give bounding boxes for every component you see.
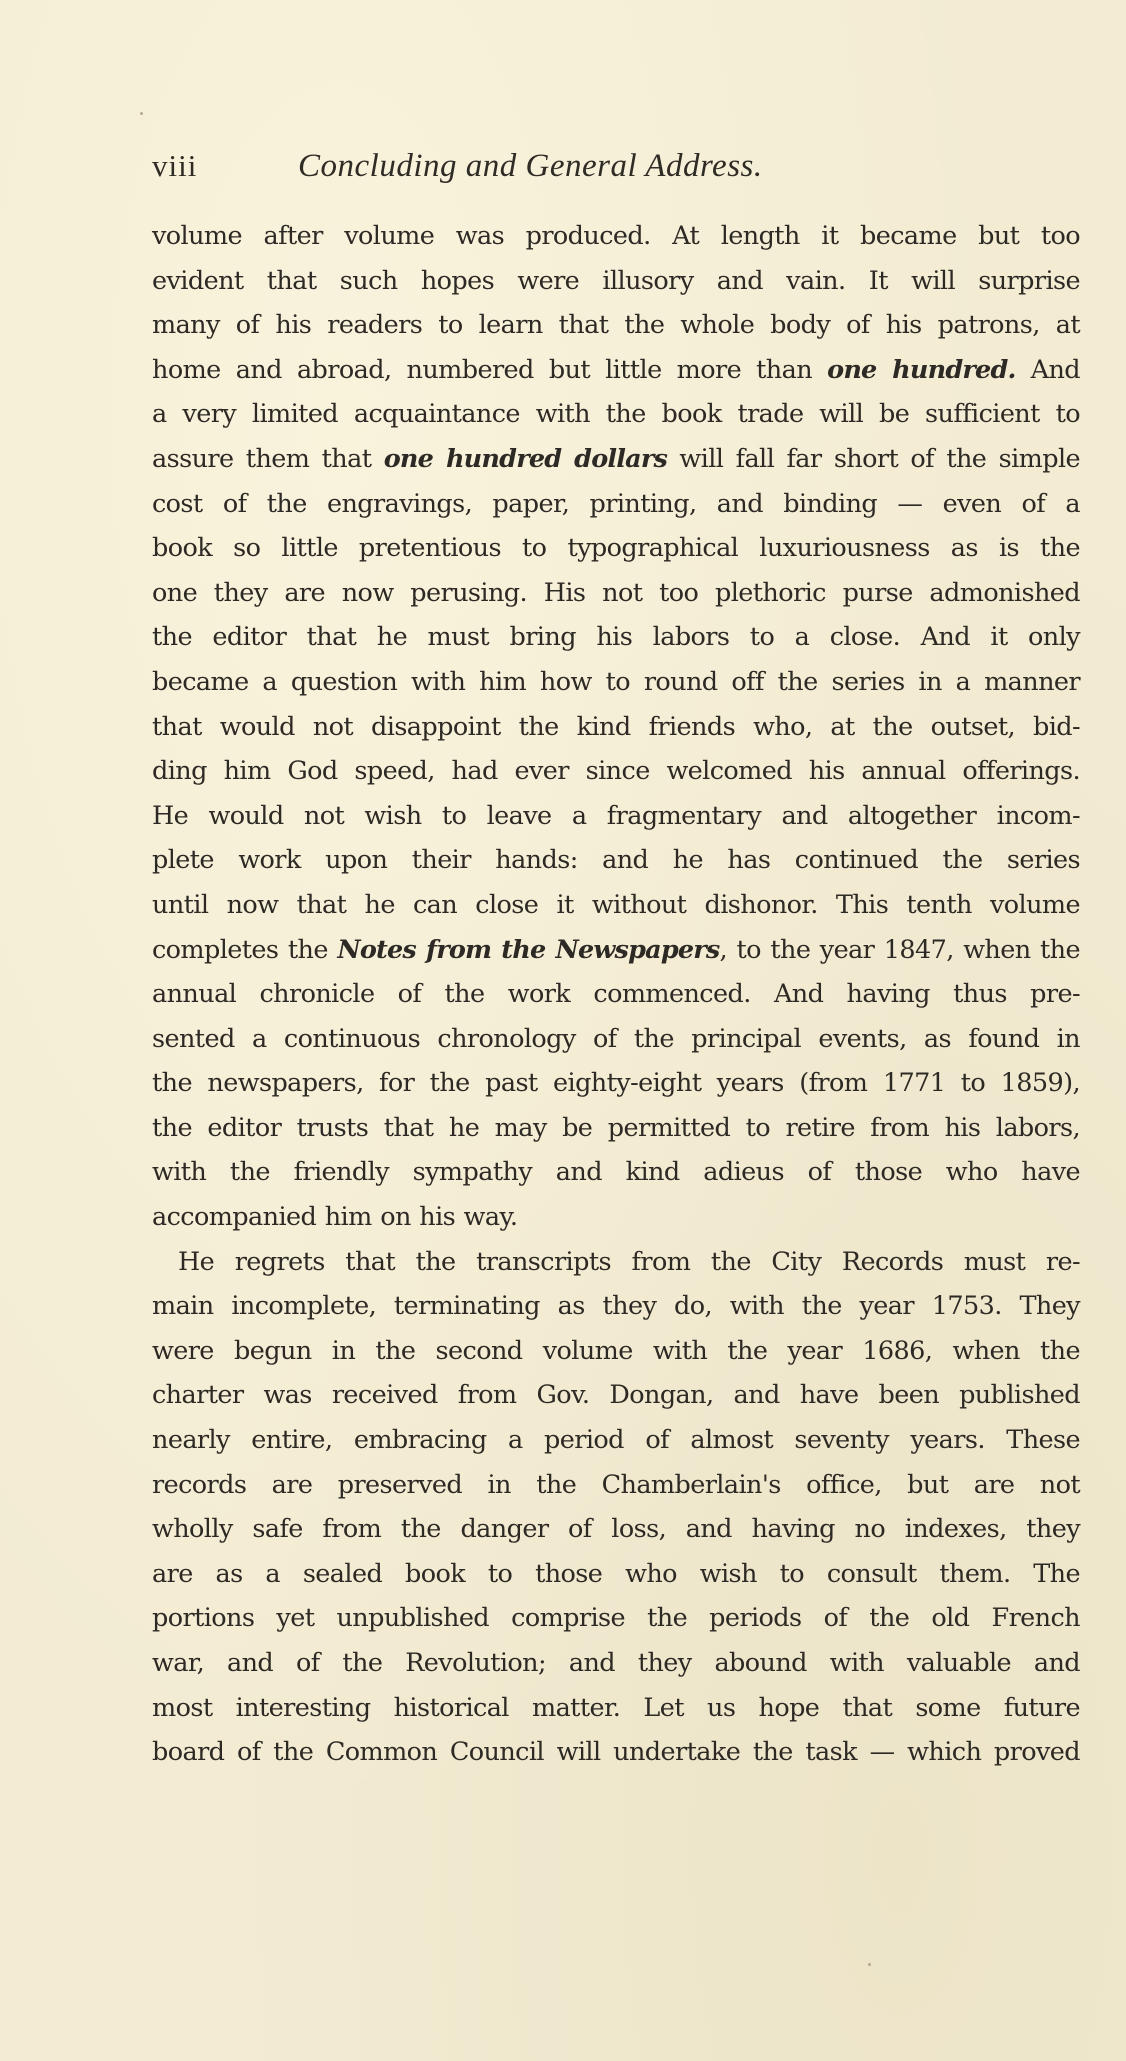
text-line bbox=[152, 794, 1080, 839]
text-segment: book so little pretentious to typographical luxuriousness as is the bbox=[152, 533, 1080, 564]
text-line bbox=[152, 437, 1080, 482]
text-segment: the editor that he must bring his labors to a close. And it only bbox=[152, 622, 1080, 653]
text-line bbox=[152, 1106, 1080, 1151]
text-segment: the editor trusts that he may be permitted to retire from his labors, bbox=[152, 1112, 1080, 1143]
text-line bbox=[152, 705, 1080, 750]
text-line bbox=[152, 883, 1080, 928]
text-segment: one they are now perusing. His not too plethoric purse admonished bbox=[152, 577, 1080, 608]
paper-speck bbox=[868, 1963, 871, 1966]
text-line bbox=[152, 1463, 1080, 1508]
text-line bbox=[152, 392, 1080, 437]
text-segment: board of the Common Council will undertake the task — which proved bbox=[152, 1737, 1080, 1768]
page-number: viii bbox=[152, 148, 198, 183]
text-line bbox=[152, 1730, 1080, 1775]
text-segment: plete work upon their hands: and he has continued the series bbox=[152, 845, 1080, 876]
text-segment: , to the year 1847, when the bbox=[719, 934, 1080, 965]
text-segment: annual chronicle of the work commenced. And having thus pre- bbox=[152, 979, 1080, 1010]
text-line bbox=[152, 1418, 1080, 1463]
text-segment: wholly safe from the danger of loss, and having no indexes, they bbox=[152, 1514, 1080, 1545]
text-line bbox=[152, 303, 1080, 348]
page-header bbox=[152, 148, 1080, 192]
text-segment: portions yet unpublished comprise the periods of the old French bbox=[152, 1603, 1080, 1634]
text-line bbox=[152, 348, 1080, 393]
text-line bbox=[152, 259, 1080, 304]
text-line bbox=[152, 1150, 1080, 1195]
text-line bbox=[152, 838, 1080, 883]
text-line bbox=[152, 1061, 1080, 1106]
text-line bbox=[152, 1596, 1080, 1641]
text-segment: He would not wish to leave a fragmentary and altogether incom- bbox=[152, 800, 1080, 831]
text-segment: that would not disappoint the kind friends who, at the outset, bid- bbox=[152, 711, 1080, 742]
text-line bbox=[152, 571, 1080, 616]
text-segment: are as a sealed book to those who wish to consult them. The bbox=[152, 1558, 1080, 1589]
text-line bbox=[152, 972, 1080, 1017]
text-segment: a very limited acquaintance with the book trade will be sufficient to bbox=[152, 399, 1080, 430]
text-line bbox=[152, 928, 1080, 973]
text-segment: home and abroad, numbered but little more than bbox=[152, 354, 828, 385]
text-line bbox=[152, 526, 1080, 571]
text-segment: nearly entire, embracing a period of almost seventy years. These bbox=[152, 1425, 1080, 1456]
text-line bbox=[152, 1329, 1080, 1374]
text-segment: many of his readers to learn that the whole body of his patrons, at bbox=[152, 310, 1080, 341]
text-segment: He regrets that the transcripts from the City Records must re- bbox=[178, 1246, 1080, 1277]
paper-speck bbox=[140, 112, 143, 115]
text-segment: became a question with him how to round off the series in a manner bbox=[152, 666, 1080, 697]
text-line bbox=[152, 1507, 1080, 1552]
text-segment: charter was received from Gov. Dongan, and have been published bbox=[152, 1380, 1080, 1411]
italic-phrase: Notes from the Newspapers bbox=[337, 934, 720, 965]
text-segment: completes the bbox=[152, 934, 338, 965]
book-page bbox=[152, 148, 1080, 1775]
text-line bbox=[152, 1552, 1080, 1597]
text-segment: assure them that bbox=[152, 443, 384, 474]
body-text bbox=[152, 214, 1080, 1775]
text-line bbox=[152, 214, 1080, 259]
text-line bbox=[152, 482, 1080, 527]
italic-phrase: one hundred. bbox=[827, 354, 1016, 385]
text-line bbox=[152, 1373, 1080, 1418]
text-line bbox=[152, 1195, 1080, 1240]
text-line bbox=[152, 749, 1080, 794]
text-line bbox=[152, 1641, 1080, 1686]
text-segment: most interesting historical matter. Let us hope that some future bbox=[152, 1692, 1080, 1723]
text-line bbox=[152, 615, 1080, 660]
text-segment: were begun in the second volume with the year 1686, when the bbox=[152, 1335, 1080, 1366]
text-segment: volume after volume was produced. At length it became but too bbox=[152, 221, 1080, 251]
text-segment: main incomplete, terminating as they do, with the year 1753. They bbox=[152, 1291, 1080, 1322]
text-segment: with the friendly sympathy and kind adieus of those who have bbox=[152, 1157, 1080, 1188]
text-segment: sented a continuous chronology of the principal events, as found in bbox=[152, 1023, 1080, 1054]
text-segment: records are preserved in the Chamberlain's office, but are not bbox=[152, 1469, 1080, 1500]
text-segment: accompanied him on his way. bbox=[152, 1202, 518, 1233]
text-segment: evident that such hopes were illusory and vain. It will surprise bbox=[152, 265, 1080, 296]
text-segment: until now that he can close it without dishonor. This tenth volume bbox=[152, 889, 1080, 920]
text-segment: war, and of the Revolution; and they abound with valuable and bbox=[152, 1648, 1080, 1678]
text-segment: cost of the engravings, paper, printing, and binding — even of a bbox=[152, 488, 1080, 519]
text-segment: And bbox=[1015, 354, 1080, 385]
text-line bbox=[152, 1240, 1080, 1285]
text-line bbox=[152, 1017, 1080, 1062]
text-line bbox=[152, 660, 1080, 705]
text-line bbox=[152, 1284, 1080, 1329]
text-segment: will fall far short of the simple bbox=[667, 443, 1080, 474]
running-head: Concluding and General Address. bbox=[298, 148, 763, 184]
text-segment: ding him God speed, had ever since welcomed his annual offerings. bbox=[152, 756, 1080, 787]
text-line bbox=[152, 1686, 1080, 1731]
italic-phrase: one hundred dollars bbox=[383, 443, 668, 474]
text-segment: the newspapers, for the past eighty-eight years (from 1771 to 1859), bbox=[152, 1068, 1080, 1099]
